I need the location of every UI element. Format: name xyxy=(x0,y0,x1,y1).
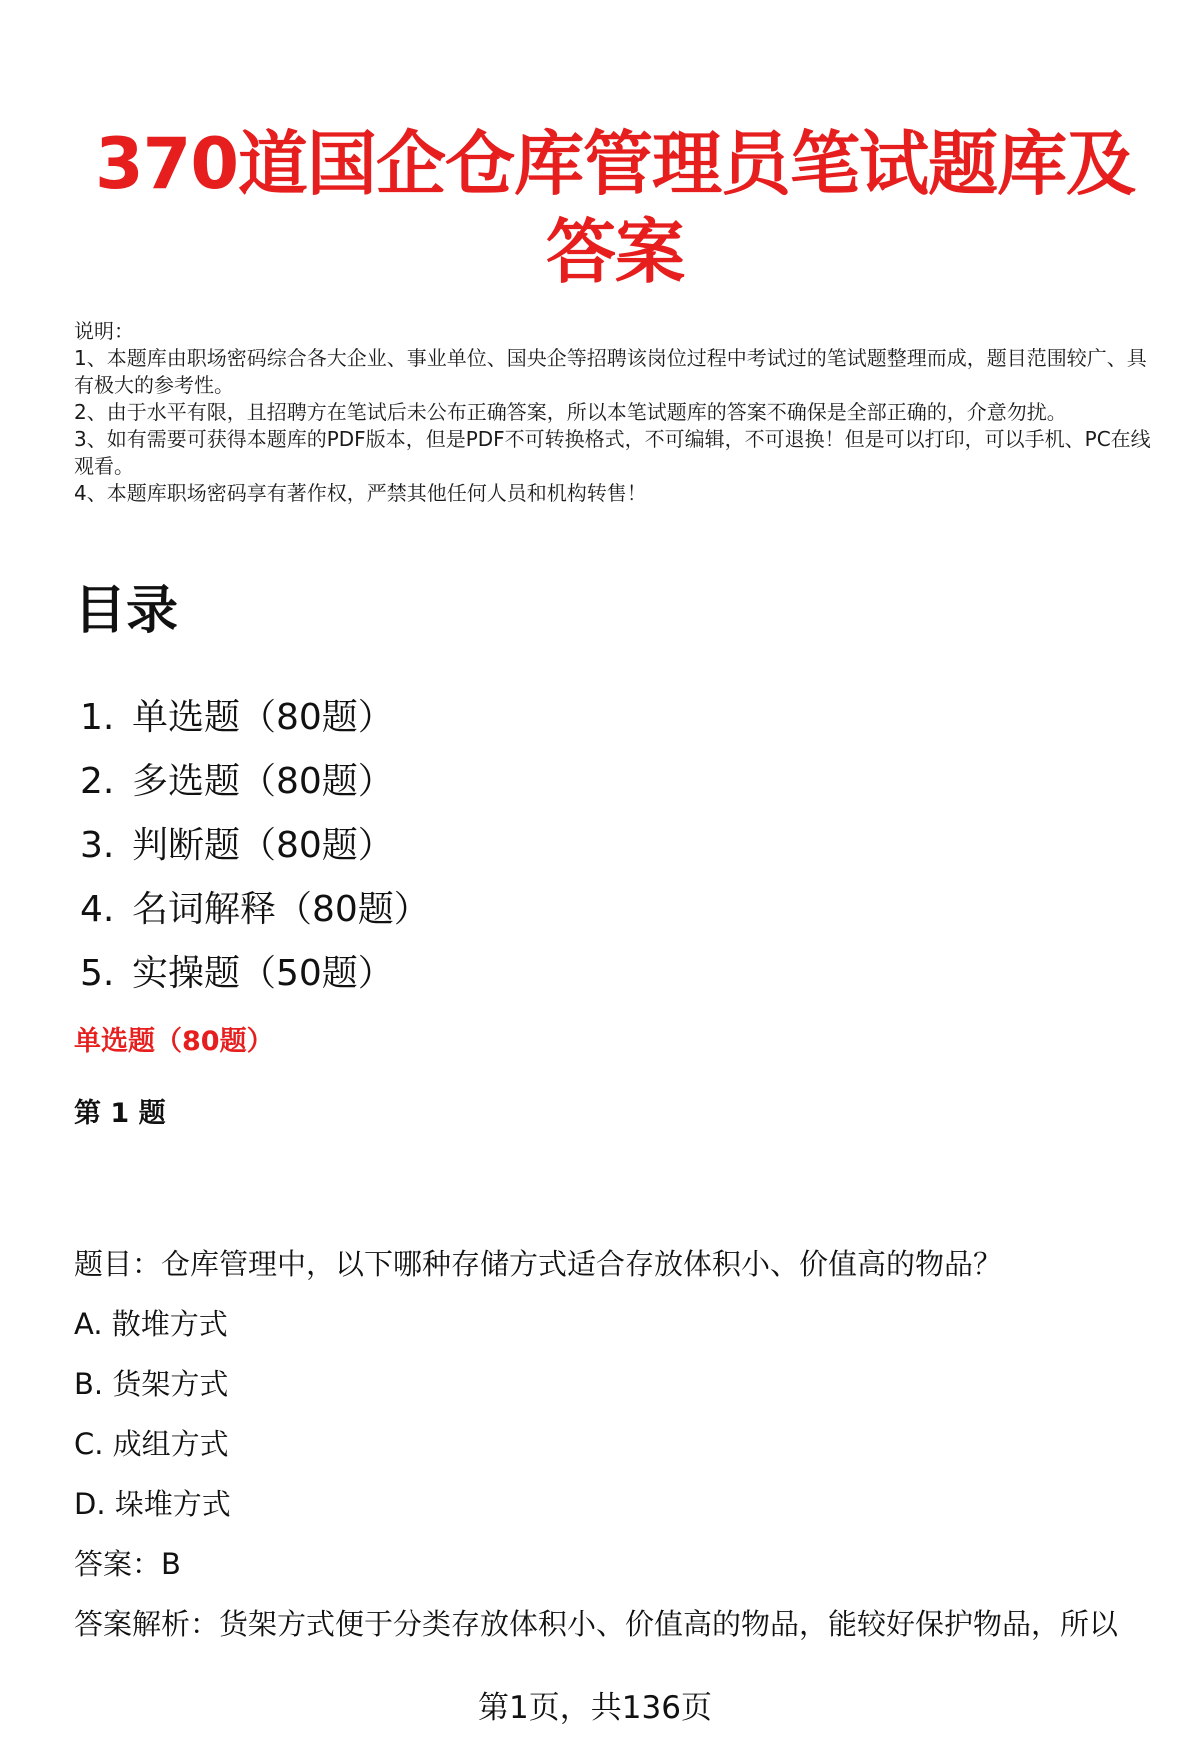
toc-heading: 目录 xyxy=(74,581,179,641)
question-number: 第 1 题 xyxy=(74,1098,166,1129)
toc-item-label: 多选题（80题） xyxy=(132,761,394,802)
toc-item-multiple-choice[interactable] xyxy=(80,750,430,814)
toc-item-label: 判断题（80题） xyxy=(132,825,394,866)
toc-item-true-false[interactable] xyxy=(80,814,430,878)
question-stem: 题目：仓库管理中，以下哪种存储方式适合存放体积小、价值高的物品？ xyxy=(74,1247,1003,1281)
toc-item-label: 单选题（80题） xyxy=(132,697,394,738)
toc-item-number: 4. xyxy=(80,889,115,930)
toc-item-practical[interactable] xyxy=(80,942,430,1006)
option-c: C. 成组方式 xyxy=(74,1427,229,1461)
note-item-4: 4、本题库职场密码享有著作权，严禁其他任何人员和机构转售！ xyxy=(74,481,647,505)
toc-item-number: 3. xyxy=(80,825,115,866)
answer-explanation: 答案解析：货架方式便于分类存放体积小、价值高的物品，能较好保护物品，所以 xyxy=(74,1607,1119,1641)
toc-item-single-choice[interactable] xyxy=(80,686,430,750)
section-heading: 单选题（80题） xyxy=(74,1026,274,1057)
toc-item-label: 实操题（50题） xyxy=(132,953,394,994)
answer: 答案：B xyxy=(74,1547,181,1581)
toc-item-number: 1. xyxy=(80,697,115,738)
note-item-1: 1、本题库由职场密码综合各大企业、事业单位、国央企等招聘该岗位过程中考试过的笔试题整理而成，题目范围较广、具有极大的参考性。 xyxy=(74,346,1147,397)
toc-item-number: 5. xyxy=(80,953,115,994)
toc-item-term-explanation[interactable] xyxy=(80,878,430,942)
notes-label: 说明： xyxy=(74,319,134,343)
option-d: D. 垛堆方式 xyxy=(74,1487,231,1521)
option-b: B. 货架方式 xyxy=(74,1367,229,1401)
note-item-3: 3、如有需要可获得本题库的PDF版本，但是PDF不可转换格式，不可编辑，不可退换！但是可以打印，可以手机、PC在线观看。 xyxy=(74,427,1151,478)
option-a: A. 散堆方式 xyxy=(74,1307,228,1341)
question-block xyxy=(74,1244,1164,1664)
toc-item-label: 名词解释（80题） xyxy=(132,889,430,930)
notes-block xyxy=(74,318,1154,507)
page-footer: 第1页，共136页 xyxy=(478,1690,712,1726)
document-title: 370道国企仓库管理员笔试题库及答案 xyxy=(94,123,1136,293)
note-item-2: 2、由于水平有限，且招聘方在笔试后未公布正确答案，所以本笔试题库的答案不确保是全部正确的，介意勿扰。 xyxy=(74,400,1067,424)
table-of-contents xyxy=(80,686,430,1006)
toc-item-number: 2. xyxy=(80,761,115,802)
